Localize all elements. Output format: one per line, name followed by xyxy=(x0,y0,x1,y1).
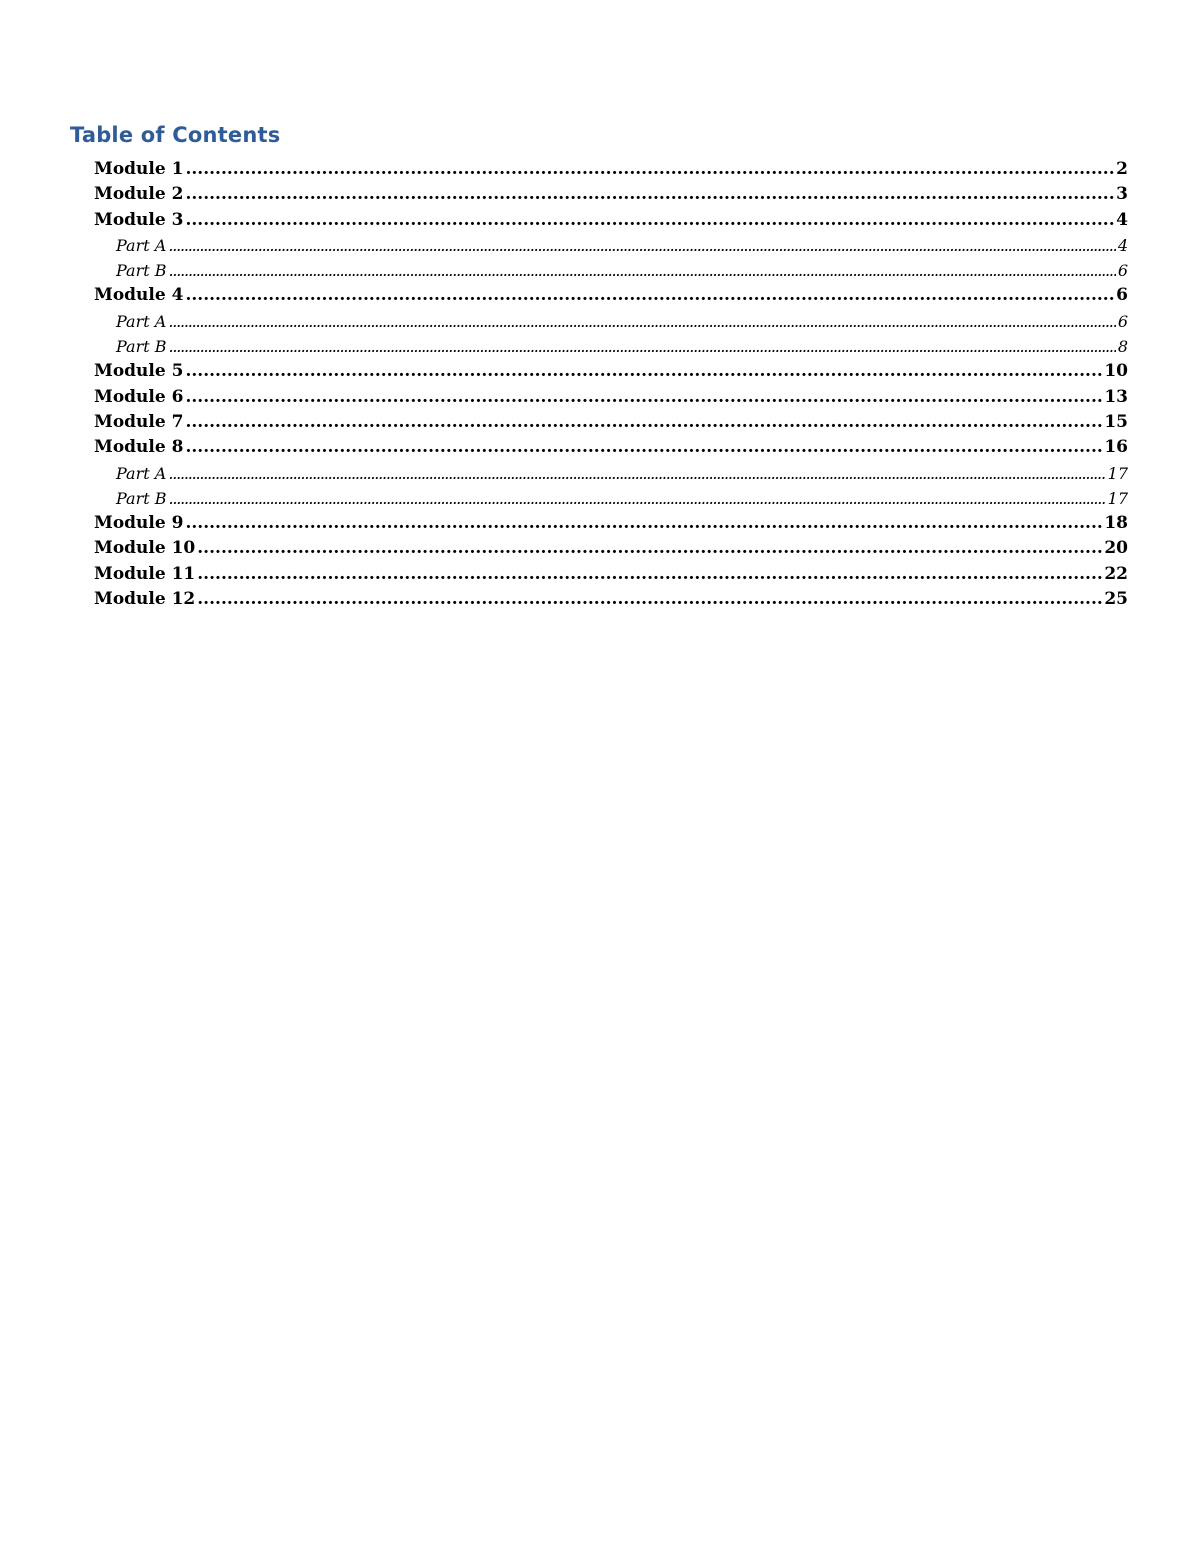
toc-entry-module-8-part-a[interactable] xyxy=(94,461,1128,486)
toc-entry-page: 6 xyxy=(1117,261,1128,281)
toc-entry-page: 6 xyxy=(1117,311,1128,331)
toc-entry-module-4-part-a[interactable] xyxy=(94,309,1128,334)
toc-entry-module-3[interactable] xyxy=(94,208,1128,233)
toc-entry-page: 8 xyxy=(1117,337,1128,357)
toc-entry-label: Part A xyxy=(116,463,167,483)
toc-entry-page: 20 xyxy=(1104,538,1128,559)
toc-entry-label: Module 6 xyxy=(94,386,184,407)
toc-list xyxy=(94,157,1128,612)
toc-entry-module-3-part-b[interactable] xyxy=(94,258,1128,283)
toc-dot-leader xyxy=(197,587,1102,612)
toc-entry-label: Part B xyxy=(116,488,167,508)
toc-dot-leader xyxy=(169,486,1106,511)
toc-entry-page: 2 xyxy=(1116,159,1128,179)
toc-dot-leader xyxy=(169,334,1116,359)
toc-entry-label: Module 3 xyxy=(94,209,184,230)
toc-entry-label: Module 2 xyxy=(94,184,184,205)
toc-entry-page: 17 xyxy=(1107,488,1128,508)
toc-entry-label: Module 11 xyxy=(94,563,196,584)
toc-entry-label: Module 5 xyxy=(94,361,184,382)
toc-entry-label: Part A xyxy=(116,235,167,255)
toc-entry-label: Module 10 xyxy=(94,538,196,559)
toc-dot-leader xyxy=(185,410,1102,435)
toc-entry-module-9[interactable] xyxy=(94,511,1128,536)
toc-entry-label: Part B xyxy=(116,261,167,281)
toc-entry-label: Part A xyxy=(116,311,167,331)
toc-entry-page: 15 xyxy=(1104,411,1128,432)
toc-entry-page: 22 xyxy=(1104,563,1128,584)
toc-entry-module-5[interactable] xyxy=(94,359,1128,384)
toc-dot-leader xyxy=(185,511,1102,536)
toc-entry-module-4-part-b[interactable] xyxy=(94,334,1128,359)
toc-entry-page: 25 xyxy=(1104,589,1128,610)
toc-entry-page: 6 xyxy=(1116,285,1128,306)
toc-dot-leader xyxy=(185,182,1114,207)
toc-entry-page: 18 xyxy=(1104,513,1128,534)
toc-entry-page: 17 xyxy=(1107,463,1128,483)
toc-entry-page: 3 xyxy=(1116,184,1128,205)
toc-entry-module-8-part-b[interactable] xyxy=(94,486,1128,511)
toc-entry-module-8[interactable] xyxy=(94,435,1128,460)
toc-entry-label: Module 8 xyxy=(94,437,184,458)
toc-entry-module-12[interactable] xyxy=(94,587,1128,612)
toc-entry-module-1[interactable] xyxy=(94,157,1128,182)
toc-dot-leader xyxy=(197,536,1102,561)
toc-dot-leader xyxy=(185,435,1102,460)
toc-entry-module-3-part-a[interactable] xyxy=(94,233,1128,258)
toc-dot-leader xyxy=(197,562,1102,587)
toc-entry-label: Part B xyxy=(116,337,167,357)
toc-title: Table of Contents xyxy=(70,123,281,147)
toc-dot-leader xyxy=(168,233,1116,258)
toc-dot-leader xyxy=(185,157,1114,182)
toc-dot-leader xyxy=(185,208,1114,233)
toc-entry-page: 4 xyxy=(1116,209,1128,230)
toc-dot-leader xyxy=(168,309,1116,334)
toc-entry-label: Module 4 xyxy=(94,285,184,306)
toc-dot-leader xyxy=(185,385,1102,410)
toc-entry-module-11[interactable] xyxy=(94,562,1128,587)
toc-entry-module-7[interactable] xyxy=(94,410,1128,435)
toc-entry-module-4[interactable] xyxy=(94,283,1128,308)
toc-dot-leader xyxy=(185,359,1102,384)
toc-entry-page: 13 xyxy=(1104,386,1128,407)
toc-entry-page: 16 xyxy=(1104,437,1128,458)
toc-dot-leader xyxy=(185,283,1114,308)
toc-entry-label: Module 1 xyxy=(94,159,184,179)
toc-dot-leader xyxy=(169,258,1116,283)
toc-entry-label: Module 12 xyxy=(94,589,196,610)
toc-entry-module-2[interactable] xyxy=(94,182,1128,207)
toc-dot-leader xyxy=(168,461,1105,486)
toc-entry-label: Module 9 xyxy=(94,513,184,534)
toc-entry-module-6[interactable] xyxy=(94,385,1128,410)
toc-entry-page: 4 xyxy=(1117,235,1128,255)
toc-entry-page: 10 xyxy=(1104,361,1128,382)
toc-entry-module-10[interactable] xyxy=(94,536,1128,561)
toc-entry-label: Module 7 xyxy=(94,411,184,432)
